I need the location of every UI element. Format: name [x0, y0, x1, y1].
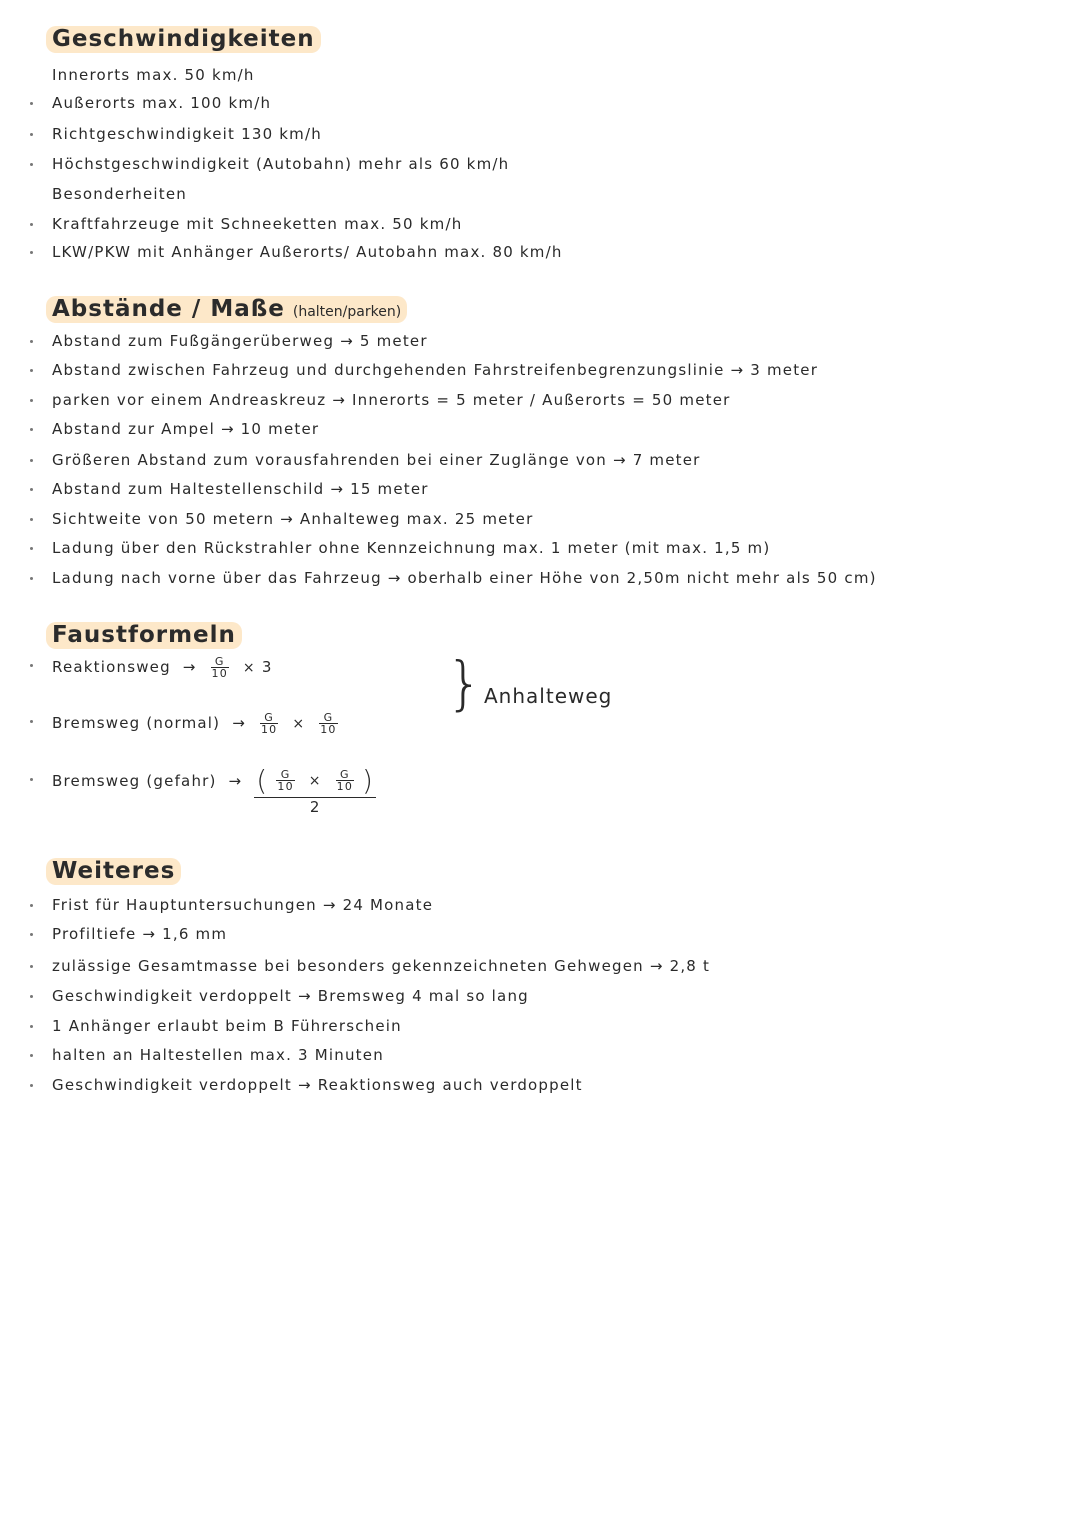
fraction-g-10 — [276, 769, 294, 792]
heading-distances-text: Abstände / Maße — [52, 296, 285, 322]
times-symbol: × — [242, 660, 256, 676]
speed-line-schneeketten — [52, 215, 462, 233]
arrow-icon: → — [228, 772, 243, 790]
more-line-anhaenger-text: 1 Anhänger erlaubt beim B Führerschein — [52, 1017, 402, 1035]
speed-line-hoechstgeschwindigkeit-text: Höchstgeschwindigkeit (Autobahn) mehr als 60 km/h — [52, 155, 510, 173]
speed-line-ausserorts-text: Außerorts max. 100 km/h — [52, 94, 272, 112]
fraction-g-10 — [211, 656, 229, 679]
speed-line-schneeketten-text: Kraftfahrzeuge mit Schneeketten max. 50 km/h — [52, 215, 463, 233]
fraction-den: 10 — [211, 667, 228, 680]
formula-brake-normal — [52, 712, 340, 735]
heading-more — [46, 858, 181, 885]
speed-line-innerorts-text: Innerorts max. 50 km/h — [52, 66, 255, 84]
more-line-profiltiefe-text: Profiltiefe → 1,6 mm — [52, 925, 228, 943]
heading-distances — [46, 296, 407, 323]
distance-line-sichtweite — [52, 510, 533, 528]
distance-line-ladung-hinten-text: Ladung über den Rückstrahler ohne Kennzeichnung max. 1 meter (mit max. 1,5 m) — [52, 539, 771, 557]
distance-line-haltestelle-text: Abstand zum Haltestellenschild → 15 meter — [52, 480, 429, 498]
more-line-bremsweg — [52, 987, 529, 1005]
speed-line-hoechstgeschwindigkeit — [52, 155, 509, 173]
fraction-g-10 — [336, 769, 354, 792]
heading-distances-sub: (halten/parken) — [292, 304, 402, 320]
times-symbol: × — [308, 773, 322, 789]
speed-line-anhaenger-text: LKW/PKW mit Anhänger Außerorts/ Autobahn max. 80 km/h — [52, 243, 563, 261]
heading-formulas — [46, 622, 242, 649]
distance-line-ladung-hinten — [52, 539, 770, 557]
close-paren: ) — [362, 764, 375, 797]
speed-line-besonderheiten-text: Besonderheiten — [52, 185, 187, 203]
more-line-bremsweg-text: Geschwindigkeit verdoppelt → Bremsweg 4 mal so lang — [52, 987, 529, 1005]
more-line-hauptuntersuchung-text: Frist für Hauptuntersuchungen → 24 Monate — [52, 896, 434, 914]
danger-fraction-denominator: 2 — [309, 798, 321, 816]
distance-line-ampel — [52, 420, 319, 438]
fraction-den: 10 — [277, 780, 294, 793]
danger-fraction — [254, 764, 376, 816]
fraction-num: G — [323, 711, 334, 724]
arrow-icon: → — [232, 714, 246, 732]
more-line-gesamtmasse-text: zulässige Gesamtmasse bei besonders gekennzeichneten Gehwegen → 2,8 t — [52, 957, 711, 975]
distance-line-fussgaenger — [52, 332, 428, 350]
fraction-num: G — [264, 711, 275, 724]
fraction-den: 10 — [320, 723, 337, 736]
distance-line-sichtweite-text: Sichtweite von 50 metern → Anhalteweg max. 25 meter — [52, 510, 534, 528]
heading-more-text: Weiteres — [52, 858, 176, 884]
times-symbol: × — [292, 716, 306, 732]
arrow-icon: → — [182, 658, 197, 676]
open-paren: ( — [256, 764, 269, 797]
heading-speeds — [46, 26, 321, 53]
heading-formulas-text: Faustformeln — [52, 622, 236, 648]
distance-line-ladung-vorne-text: Ladung nach vorne über das Fahrzeug → oberhalb einer Höhe von 2,50m nicht mehr als 50 cm) — [52, 569, 877, 587]
more-line-gesamtmasse — [52, 957, 710, 975]
fraction-num: G — [340, 768, 350, 781]
speed-line-innerorts — [52, 66, 255, 84]
fraction-num: G — [280, 768, 291, 781]
distance-line-zuglaenge — [52, 451, 701, 469]
fraction-den: 10 — [336, 780, 354, 793]
distance-line-ladung-vorne — [52, 569, 877, 587]
fraction-g-10 — [319, 712, 337, 735]
distance-line-haltestelle — [52, 480, 429, 498]
stopping-distance-label: Anhalteweg — [484, 684, 613, 708]
speed-line-ausserorts — [52, 94, 271, 112]
distance-line-andreaskreuz-text: parken vor einem Andreaskreuz → Innerorts = 5 meter / Außerorts = 50 meter — [52, 391, 731, 409]
danger-fraction-top — [254, 764, 376, 798]
distance-line-andreaskreuz — [52, 391, 731, 409]
distance-line-fussgaenger-text: Abstand zum Fußgängerüberweg → 5 meter — [52, 332, 428, 350]
fraction-g-10 — [260, 712, 278, 735]
more-line-hauptuntersuchung — [52, 896, 433, 914]
speed-line-besonderheiten — [52, 185, 187, 203]
formula-brake-danger-label: Bremsweg (gefahr) — [52, 772, 217, 790]
distance-line-fahrstreifen — [52, 361, 818, 379]
speed-line-richtgeschwindigkeit-text: Richtgeschwindigkeit 130 km/h — [52, 125, 322, 143]
brace-icon: } — [446, 649, 483, 717]
formula-brake-normal-label: Bremsweg (normal) — [52, 714, 221, 732]
distance-line-ampel-text: Abstand zur Ampel → 10 meter — [52, 420, 320, 438]
formula-reaction-label: Reaktionsweg — [52, 658, 171, 676]
formula-reaction — [52, 656, 273, 679]
speed-line-anhaenger — [52, 243, 563, 261]
more-line-reaktionsweg — [52, 1076, 583, 1094]
heading-speeds-text: Geschwindigkeiten — [52, 26, 315, 52]
more-line-haltestellen — [52, 1046, 384, 1064]
distance-line-fahrstreifen-text: Abstand zwischen Fahrzeug und durchgehenden Fahrstreifenbegrenzungslinie → 3 meter — [52, 361, 819, 379]
more-line-reaktionsweg-text: Geschwindigkeit verdoppelt → Reaktionsweg auch verdoppelt — [52, 1076, 583, 1094]
distance-line-zuglaenge-text: Größeren Abstand zum vorausfahrenden bei einer Zuglänge von → 7 meter — [52, 451, 701, 469]
more-line-anhaenger — [52, 1017, 402, 1035]
more-line-profiltiefe — [52, 925, 227, 943]
fraction-num: G — [214, 655, 225, 668]
more-line-haltestellen-text: halten an Haltestellen max. 3 Minuten — [52, 1046, 384, 1064]
factor-three: 3 — [261, 658, 273, 676]
speed-line-richtgeschwindigkeit — [52, 125, 322, 143]
formula-brake-danger — [52, 764, 376, 816]
fraction-den: 10 — [260, 723, 278, 736]
